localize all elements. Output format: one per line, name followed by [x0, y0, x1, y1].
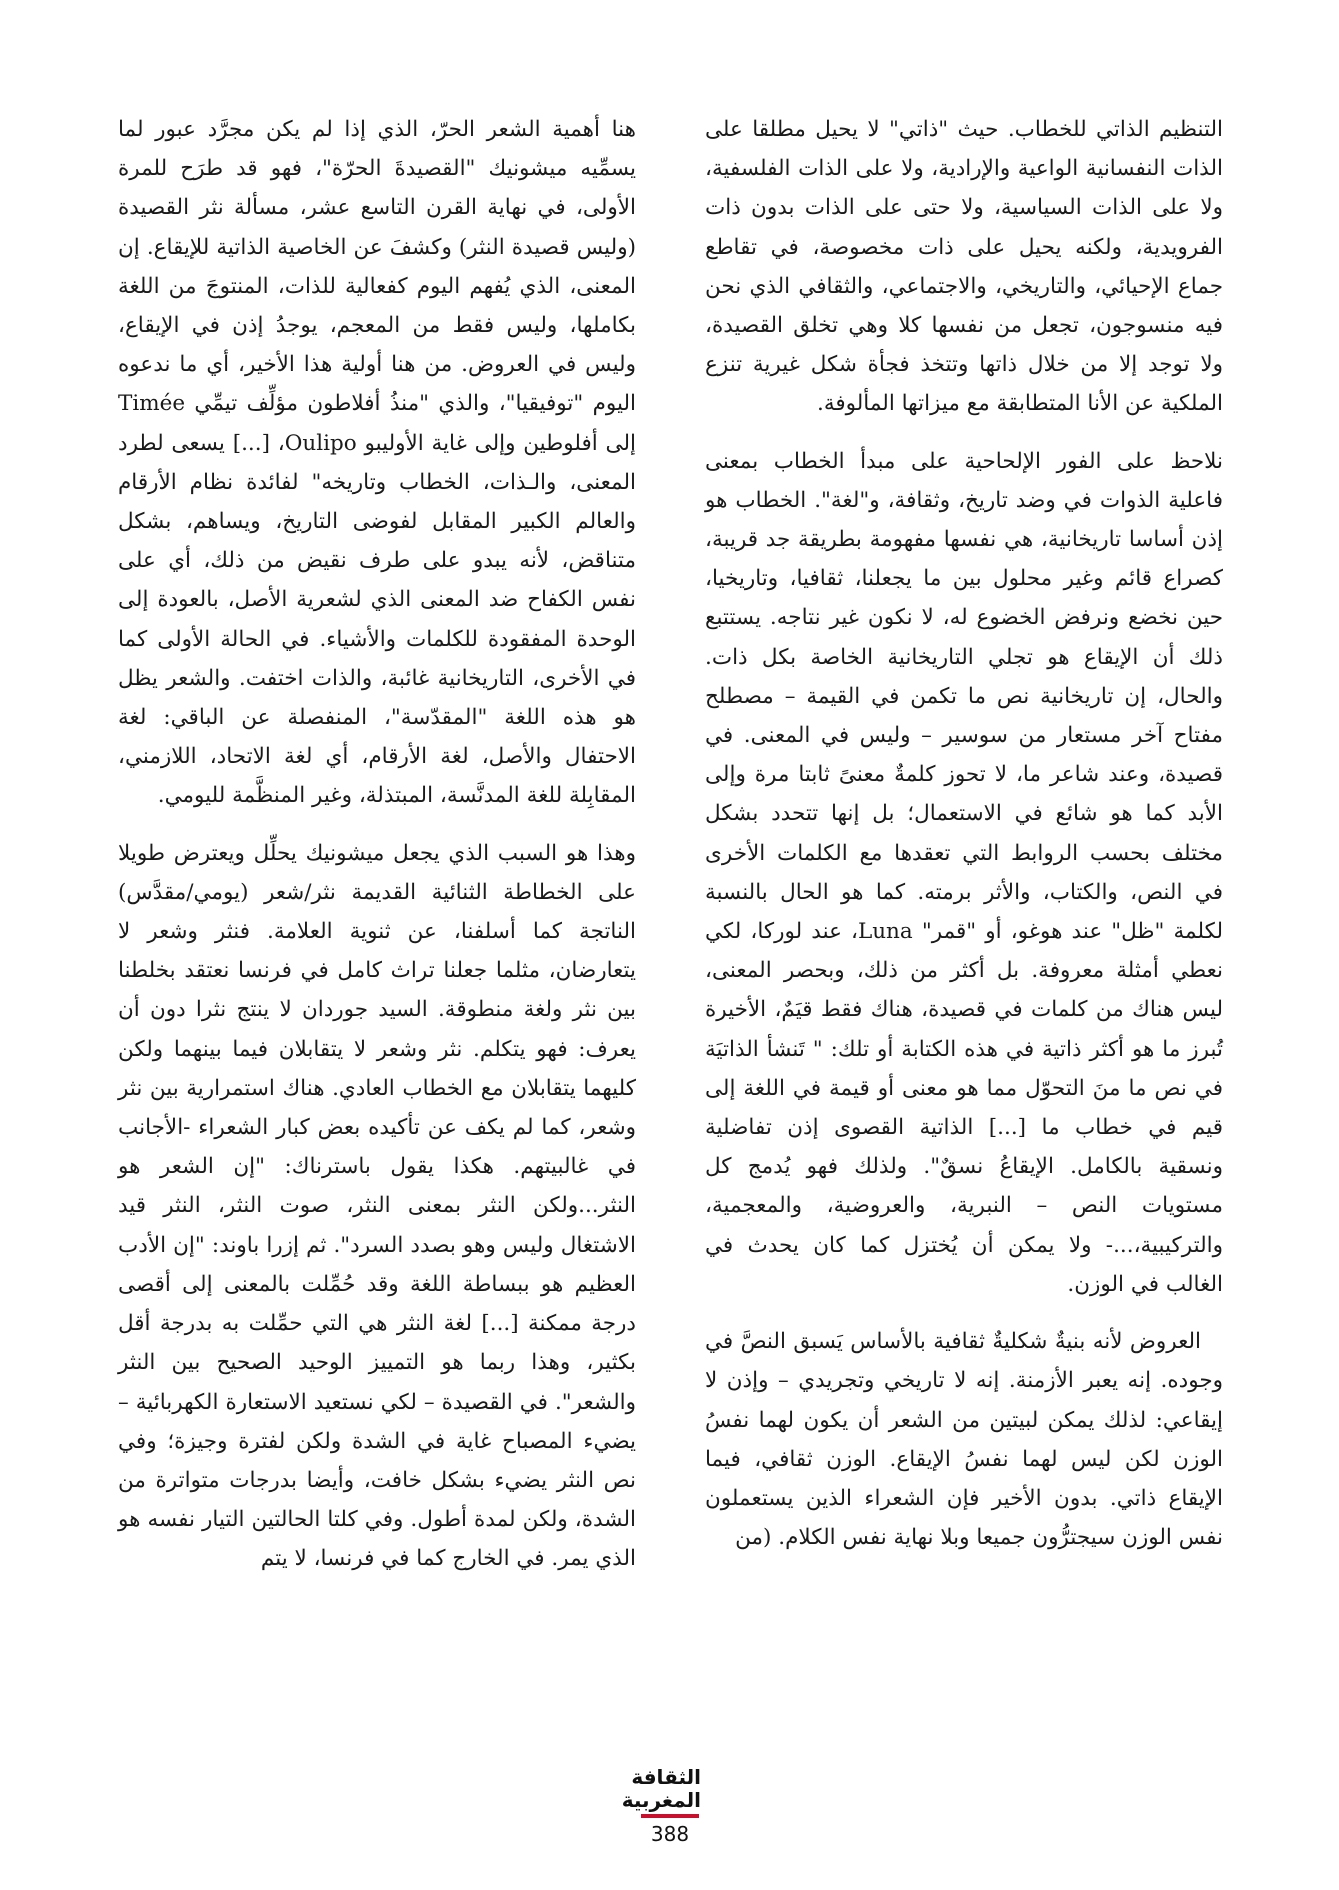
paragraph: هنا أهمية الشعر الحرّ، الذي إذا لم يكن مجرَّد عبور لما يسمِّيه ميشونيك "القصيدةَ الحرّة"، فهو قد طرَح للمرة الأولى، في نهاية القرن التاسع عشر، مسألة نثر القصيدة (وليس قصيدة النثر) وكشفَ عن الخاصية الذاتية للإيقاع. إن المعنى، الذي يُفهم اليوم كفعالية للذات، المنتوجَ من اللغة بكاملها، وليس فقط من المعجم، يوجدُ إذن في الإيقاع، وليس في العروض. من هنا أولية هذا الأخير، أي ما ندعوه اليوم "توفيقيا"، والذي "منذُ أفلاطون مؤلِّف تيمِّي Timée إلى أفلوطين وإلى غاية الأوليبو Oulipo، [...] يسعى لطرد المعنى، والـذات، الخطاب وتاريخه" لفائدة نظام الأرقام والعالم الكبير المقابل لفوضى التاريخ، ويساهم، بشكل متناقض، لأنه يبدو على طرف نقيض من ذلك، أي على نفس الكفاح ضد المعنى الذي لشعرية الأصل، بالعودة إلى الوحدة المفقودة للكلمات والأشياء. في الحالة الأولى كما في الأخرى، التاريخانية غائبة، والذات اختفت. والشعر يظل هو هذه اللغة "المقدّسة"، المنفصلة عن الباقي: لغة الاحتفال والأصل، لغة الأرقام، أي لغة الاتحاد، اللازمني، المقابِلة للغة المدنَّسة، المبتذلة، وغير المنظَّمة لليومي. [118, 117, 636, 809]
paragraph: نلاحظ على الفور الإلحاحية على مبدأ الخطاب بمعنى فاعلية الذوات في وضد تاريخ، وثقافة، و"لغة". الخطاب هو إذن أساسا تاريخانية، هي نفسها مفهومة بطريقة جد قريبة، كصراع قائم وغير محلول بين ما يجعلنا، ثقافيا، وتاريخيا، حين نخضع ونرفض الخضوع له، لا نكون غير نتاجه. يستتبع ذلك أن الإيقاع هو تجلي التاريخانية الخاصة بكل ذات. والحال، إن تاريخانية نص ما تكمن في القيمة – مصطلح مفتاح آخر مستعار من سوسير – وليس في المعنى. في قصيدة، وعند شاعر ما، لا تحوز كلمةٌ معنىً ثابتا مرة وإلى الأبد كما هو شائع في الاستعمال؛ بل إنها تتحدد بشكل مختلف بحسب الروابط التي تعقدها مع الكلمات الأخرى في النص، والكتاب، والأثر برمته. كما هو الحال بالنسبة لكلمة "ظل" عند هوغو، أو "قمر" Luna، عند لوركا، لكي نعطي أمثلة معروفة. بل أكثر من ذلك، وبحصر المعنى، ليس هناك من كلمات في قصيدة، هناك فقط قيَمٌ، الأخيرة تُبرز ما هو أكثر ذاتية في هذه الكتابة أو تلك: " تَنشأ الذاتيَة في نص ما منَ التحوّل مما هو معنى أو قيمة في اللغة إلى قيم في خطاب ما [...] الذاتية القصوى إذن تفاضلية ونسقية بالكامل. الإيقاعُ نسقٌ". ولذلك فهو يُدمج كل مستويات النص – النبرية، والعروضية، والمعجمية، والتركيبية،...- ولا يمكن أن يُختزل كما كان يحدث في الغالب في الوزن. [705, 448, 1224, 1297]
logo-text-bottom: المغربية [621, 1788, 701, 1812]
page-number: 388 [650, 1822, 690, 1846]
magazine-logo [621, 1765, 701, 1820]
text-column-left [118, 110, 636, 1597]
logo-text-top: الثقافة [631, 1765, 701, 1789]
paragraph: التنظيم الذاتي للخطاب. حيث "ذاتي" لا يحيل مطلقا على الذات النفسانية الواعية والإرادية، ولا على الذات الفلسفية، ولا على الذات السياسية، ولا حتى على الذات بدون ذات الفرويدية، ولكنه يحيل على ذات مخصوصة، في تقاطع جماع الإحيائي، والتاريخي، والاجتماعي، والثقافي الذي نحن فيه منسوجون، تجعل من نفسها كلا وهي تخلق القصيدة، ولا توجد إلا من خلال ذاتها وتتخذ فجأة شكل غيرية تنزع الملكية عن الأنا المتطابقة مع ميزاتها المألوفة. [705, 117, 1223, 417]
page-footer [620, 1766, 720, 1846]
text-column-right [705, 110, 1223, 1575]
logo-red-bar [641, 1814, 699, 1818]
paragraph: العروض لأنه بنيةٌ شكليةٌ ثقافية بالأساس يَسبق النصَّ في وجوده. إنه يعبر الأزمنة. إنه لا تاريخي وتجريدي – وإذن لا إيقاعي: لذلك يمكن لبيتين من الشعر أن يكون لهما نفسُ الوزن لكن ليس لهما نفسُ الإيقاع. الوزن ثقافي، فيما الإيقاع ذاتي. بدون الأخير فإن الشعراء الذين يستعملون نفس الوزن سيجترُّون جميعا وبلا نهاية نفس الكلام. (من [705, 1329, 1223, 1551]
paragraph: وهذا هو السبب الذي يجعل ميشونيك يحلِّل ويعترض طويلا على الخطاطة الثنائية القديمة نثر/شعر (يومي/مقدَّس) الناتجة كما أسلفنا، عن ثنوية العلامة. فنثر وشعر لا يتعارضان، مثلما جعلنا تراث كامل في فرنسا نعتقد بخلطنا بين نثر ولغة منطوقة. السيد جوردان لا ينتج نثرا دون أن يعرف: فهو يتكلم. نثر وشعر لا يتقابلان فيما بينهما ولكن كليهما يتقابلان مع الخطاب العادي. هناك استمرارية بين نثر وشعر، كما لم يكف عن تأكيده بعض كبار الشعراء -الأجانب في غالبيتهم. هكذا يقول باسترناك: "إن الشعر هو النثر...ولكن النثر بمعنى النثر، صوت النثر، النثر قيد الاشتغال وليس وهو بصدد السرد". ثم إزرا باوند: "إن الأدب العظيم هو ببساطة اللغة وقد حُمِّلت بالمعنى إلى أقصى درجة ممكنة [...] لغة النثر هي التي حمِّلت به بدرجة أقل بكثير، وهذا ربما هو التمييز الوحيد الصحيح بين النثر والشعر". في القصيدة – لكي نستعيد الاستعارة الكهربائية – يضيء المصباح غاية في الشدة ولكن لفترة وجيزة؛ وفي نص النثر يضيء بشكل خافت، وأيضا بدرجات متواترة من الشدة، ولكن لمدة أطول. وفي كلتا الحالتين التيار نفسه هو الذي يمر. في الخارج كما في فرنسا، لا يتم [118, 840, 636, 1572]
